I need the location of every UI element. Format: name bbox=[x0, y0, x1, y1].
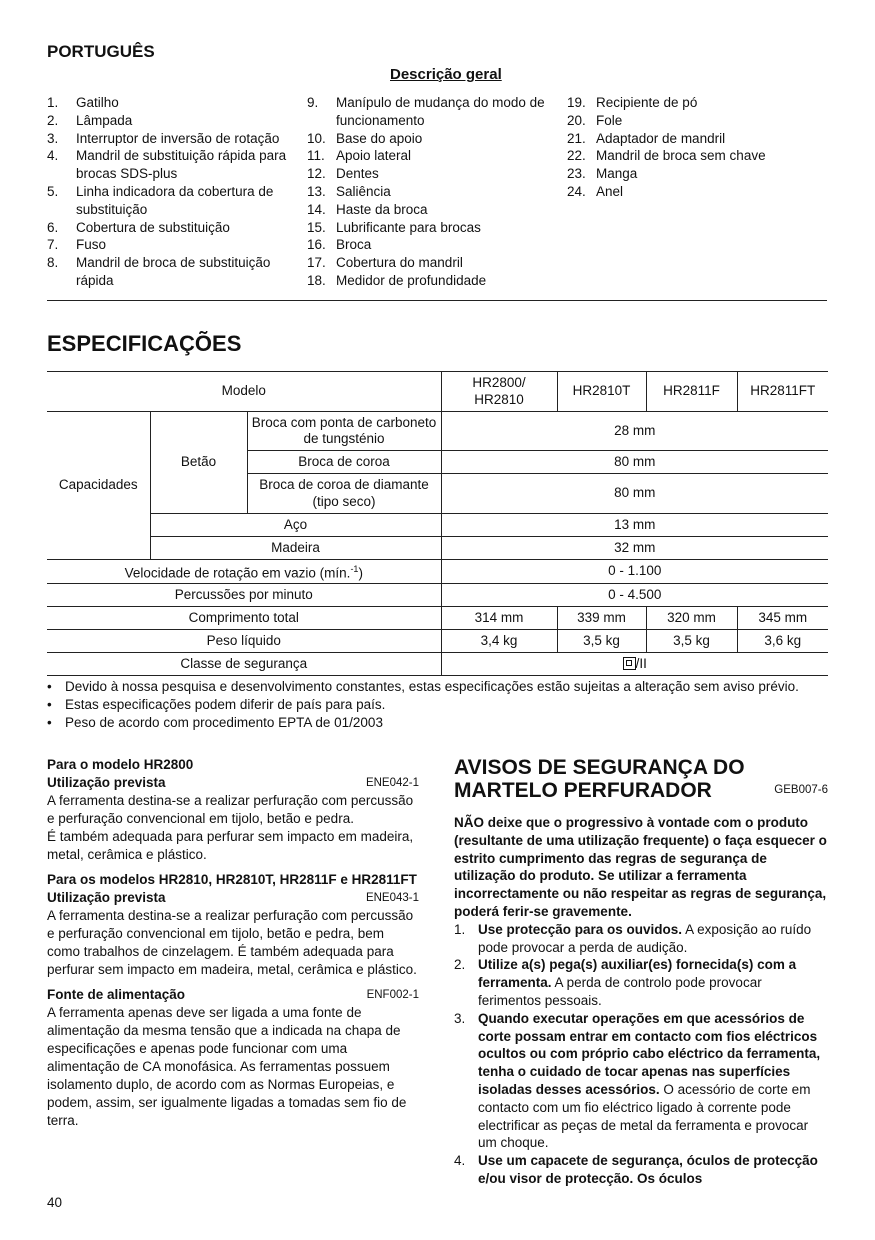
item-number: 23. bbox=[567, 166, 586, 182]
diamond-label: Broca de coroa de diamante (tipo seco) bbox=[247, 474, 441, 514]
concrete-label: Betão bbox=[150, 412, 247, 514]
item-label: Adaptador de mandril bbox=[596, 130, 726, 146]
speed-label: Velocidade de rotação em vazio (mín.$^{-1}$) bbox=[47, 560, 441, 584]
item-number: 10. bbox=[307, 130, 326, 146]
model-1: HR2800/ HR2810 bbox=[441, 372, 557, 412]
item-label: Mandril de broca de substituição rápida bbox=[76, 255, 271, 288]
item-label: Manípulo de mudança do modo de funcionamento bbox=[336, 95, 545, 128]
left-column bbox=[47, 756, 419, 1130]
item-label: Gatilho bbox=[76, 95, 119, 110]
spec-notes bbox=[47, 678, 837, 731]
item-label: Mandril de broca sem chave bbox=[596, 148, 766, 164]
section-heading: Utilização prevista bbox=[47, 890, 166, 905]
description-item bbox=[567, 130, 827, 148]
steel-value: 13 mm bbox=[441, 514, 828, 537]
bullet-icon: • bbox=[47, 679, 52, 694]
item-label: Cobertura do mandril bbox=[336, 255, 463, 271]
item-label: Mandril de substituição rápida para brocas SDS-plus bbox=[76, 148, 287, 182]
double-insulation-icon bbox=[623, 657, 636, 670]
safety-item-text: A perda de controlo pode provocar ferimentos pessoais. bbox=[478, 975, 762, 1008]
bullet-icon: • bbox=[47, 714, 52, 730]
item-label: Interruptor de inversão de rotação bbox=[76, 130, 280, 146]
capacities-label: Capacidades bbox=[47, 412, 150, 560]
paragraph: É também adequada para perfurar sem impacto em madeira, metal, cerâmica e plástico. bbox=[47, 829, 414, 862]
item-number: 3. bbox=[454, 1010, 466, 1026]
description-item bbox=[307, 272, 557, 290]
carbide-value: 28 mm bbox=[441, 412, 828, 451]
description-column-3 bbox=[567, 94, 827, 201]
description-column-2 bbox=[307, 94, 557, 290]
length-value: 345 mm bbox=[737, 607, 828, 630]
specs-title: ESPECIFICAÇÕES bbox=[47, 331, 242, 356]
paragraph: A ferramenta apenas deve ser ligada a uma fonte de alimentação da mesma tensão que a indicada na chapa de especificações e apenas pode funcionar com uma alimentação de CA monofásica. As ferramentas possuem isolamento duplo, de acordo com as Normas Europeias, e podem, assim, ser igualmente ligadas a tomadas sem fio de terra. bbox=[47, 1005, 407, 1128]
item-number: 9. bbox=[307, 95, 319, 110]
description-item bbox=[307, 165, 557, 183]
description-item bbox=[567, 165, 827, 183]
description-item bbox=[307, 130, 557, 148]
safety-item-bold: Use protecção para os ouvidos. bbox=[478, 921, 683, 937]
item-number: 4. bbox=[454, 1153, 466, 1169]
description-column-1 bbox=[47, 94, 297, 290]
item-label: Anel bbox=[596, 183, 624, 199]
item-number: 13. bbox=[307, 183, 326, 199]
item-number: 4. bbox=[47, 148, 59, 164]
safety-item-bold: Utilize a(s) pega(s) auxiliar(es) fornecida(s) com a ferramenta. bbox=[478, 957, 797, 991]
right-column bbox=[454, 756, 828, 1188]
description-item bbox=[567, 112, 827, 130]
item-number: 21. bbox=[567, 130, 586, 146]
divider bbox=[47, 300, 827, 301]
paragraph: A ferramenta destina-se a realizar perfuração com percussão e perfuração convencional em tijolo, betão e pedra. bbox=[47, 793, 414, 826]
item-label: Recipiente de pó bbox=[596, 95, 698, 110]
safety-item-bold: Quando executar operações em que acessórios de corte possam entrar em contacto com fios eléctricos ocultos ou com próprio cabo eléctrico da ferramenta, tenha o cuidado de tocar apenas nas superfícies isoladas desses acessórios. bbox=[478, 1010, 821, 1097]
safety-item bbox=[454, 1010, 828, 1152]
length-value: 314 mm bbox=[441, 607, 557, 630]
model-3: HR2811F bbox=[646, 372, 737, 412]
item-number: 24. bbox=[567, 183, 586, 199]
description-item bbox=[567, 147, 827, 165]
note-text: Peso de acordo com procedimento EPTA de 01/2003 bbox=[65, 714, 383, 730]
item-number: 3. bbox=[47, 130, 59, 146]
weight-value: 3,5 kg bbox=[557, 630, 646, 653]
safety-item bbox=[454, 956, 828, 1009]
weight-value: 3,5 kg bbox=[646, 630, 737, 653]
description-item bbox=[307, 183, 557, 201]
language-heading: PORTUGUÊS bbox=[47, 42, 155, 61]
description-item bbox=[47, 130, 297, 148]
item-number: 19. bbox=[567, 95, 586, 110]
item-number: 18. bbox=[307, 272, 326, 288]
length-value: 320 mm bbox=[646, 607, 737, 630]
item-number: 12. bbox=[307, 166, 326, 182]
description-title: Descrição geral bbox=[390, 66, 502, 83]
item-label: Linha indicadora da cobertura de substituição bbox=[76, 183, 274, 217]
note-text: Devido à nossa pesquisa e desenvolvimento constantes, estas especificações estão sujeitas a alteração sem aviso prévio. bbox=[65, 679, 799, 694]
item-number: 1. bbox=[47, 95, 59, 110]
section-code: ENE043-1 bbox=[365, 892, 419, 904]
safety-list bbox=[454, 921, 828, 1188]
safety-code: GEB007-6 bbox=[774, 784, 828, 797]
length-label: Comprimento total bbox=[47, 607, 441, 630]
item-number: 20. bbox=[567, 112, 586, 128]
item-label: Lubrificante para brocas bbox=[336, 219, 481, 235]
item-number: 22. bbox=[567, 148, 586, 164]
steel-label: Aço bbox=[150, 514, 441, 537]
item-number: 8. bbox=[47, 255, 59, 271]
description-item bbox=[567, 94, 827, 112]
description-item bbox=[307, 254, 557, 272]
safety-title: AVISOS DE SEGURANÇA DO MARTELO PERFURADOR bbox=[454, 756, 745, 802]
model-label: Modelo bbox=[47, 372, 441, 412]
item-label: Fole bbox=[596, 112, 623, 128]
core-label: Broca de coroa bbox=[247, 451, 441, 474]
item-label: Medidor de profundidade bbox=[336, 272, 487, 288]
section-model: Para o modelo HR2800 bbox=[47, 757, 194, 772]
description-item bbox=[47, 219, 297, 237]
diamond-value: 80 mm bbox=[441, 474, 828, 514]
item-number: 6. bbox=[47, 219, 59, 235]
section-heading: Utilização prevista bbox=[47, 775, 166, 790]
safety-item-bold: Use um capacete de segurança, óculos de protecção e/ou visor de protecção. Os óculos bbox=[478, 1153, 818, 1186]
bpm-label: Percussões por minuto bbox=[47, 584, 441, 607]
section-code: ENE042-1 bbox=[365, 777, 419, 789]
model-4: HR2811FT bbox=[737, 372, 828, 412]
description-item bbox=[47, 94, 297, 112]
carbide-label: Broca com ponta de carboneto de tungsténio bbox=[247, 412, 441, 451]
item-label: Manga bbox=[596, 166, 638, 182]
section-code: ENF002-1 bbox=[366, 989, 419, 1001]
item-number: 17. bbox=[307, 255, 326, 271]
note-item bbox=[47, 696, 837, 714]
item-number: 15. bbox=[307, 219, 326, 235]
safety-item-text: A exposição ao ruído pode provocar a perda de audição. bbox=[478, 921, 812, 955]
description-item bbox=[47, 183, 297, 219]
description-item bbox=[47, 254, 297, 290]
model-2: HR2810T bbox=[557, 372, 646, 412]
item-number: 16. bbox=[307, 237, 326, 253]
safety-intro: NÃO deixe que o progressivo à vontade com o produto (resultante de uma utilização frequente) o faça esquecer o estrito cumprimento das regras de segurança de utilização do produto. Se utilizar a ferramenta incorrectamente ou não respeitar as regras de segurança, poderá ferir-se gravemente. bbox=[454, 815, 827, 919]
description-item bbox=[307, 94, 557, 130]
safety-item bbox=[454, 1152, 828, 1188]
section-model: Para os modelos HR2810, HR2810T, HR2811F e HR2811FT bbox=[47, 872, 417, 887]
class-value: /II bbox=[441, 653, 828, 676]
item-label: Fuso bbox=[76, 237, 107, 253]
class-label: Classe de segurança bbox=[47, 653, 441, 676]
core-value: 80 mm bbox=[441, 451, 828, 474]
description-item bbox=[307, 201, 557, 219]
bpm-value: 0 - 4.500 bbox=[441, 584, 828, 607]
paragraph: A ferramenta destina-se a realizar perfuração com percussão e perfuração convencional em tijolo, betão e pedra, bem como trabalhos de cinzelagem. É também adequada para perfurar sem impacto em madeira, metal, cerâmica e plástico. bbox=[47, 908, 417, 977]
note-item bbox=[47, 678, 837, 696]
description-item bbox=[307, 147, 557, 165]
wood-label: Madeira bbox=[150, 537, 441, 560]
item-label: Apoio lateral bbox=[336, 148, 412, 164]
item-label: Cobertura de substituição bbox=[76, 219, 230, 235]
item-number: 2. bbox=[454, 957, 466, 973]
note-item bbox=[47, 714, 837, 732]
item-label: Dentes bbox=[336, 166, 379, 182]
item-number: 14. bbox=[307, 201, 326, 217]
safety-item bbox=[454, 921, 828, 957]
description-item bbox=[567, 183, 827, 201]
weight-label: Peso líquido bbox=[47, 630, 441, 653]
description-item bbox=[47, 147, 297, 183]
length-value: 339 mm bbox=[557, 607, 646, 630]
item-label: Broca bbox=[336, 237, 372, 253]
description-item bbox=[47, 112, 297, 130]
item-label: Haste da broca bbox=[336, 201, 428, 217]
item-number: 5. bbox=[47, 183, 59, 199]
description-item bbox=[47, 236, 297, 254]
item-label: Base do apoio bbox=[336, 130, 423, 146]
page-number: 40 bbox=[47, 1195, 63, 1210]
speed-value: 0 - 1.100 bbox=[441, 560, 828, 584]
description-item bbox=[307, 236, 557, 254]
item-label: Saliência bbox=[336, 183, 391, 199]
description-item bbox=[307, 219, 557, 237]
note-text: Estas especificações podem diferir de país para país. bbox=[65, 696, 386, 712]
item-label: Lâmpada bbox=[76, 112, 133, 128]
bullet-icon: • bbox=[47, 696, 52, 712]
weight-value: 3,4 kg bbox=[441, 630, 557, 653]
item-number: 1. bbox=[454, 921, 466, 937]
wood-value: 32 mm bbox=[441, 537, 828, 560]
safety-item-text: O acessório de corte em contacto com um fio eléctrico ligado à corrente pode electrificar as peças de metal da ferramenta e provocar um choque. bbox=[478, 1081, 811, 1151]
item-number: 11. bbox=[307, 148, 325, 164]
weight-value: 3,6 kg bbox=[737, 630, 828, 653]
item-number: 7. bbox=[47, 237, 59, 253]
item-number: 2. bbox=[47, 112, 59, 128]
specs-table bbox=[47, 371, 828, 676]
section-heading: Fonte de alimentação bbox=[47, 987, 186, 1002]
